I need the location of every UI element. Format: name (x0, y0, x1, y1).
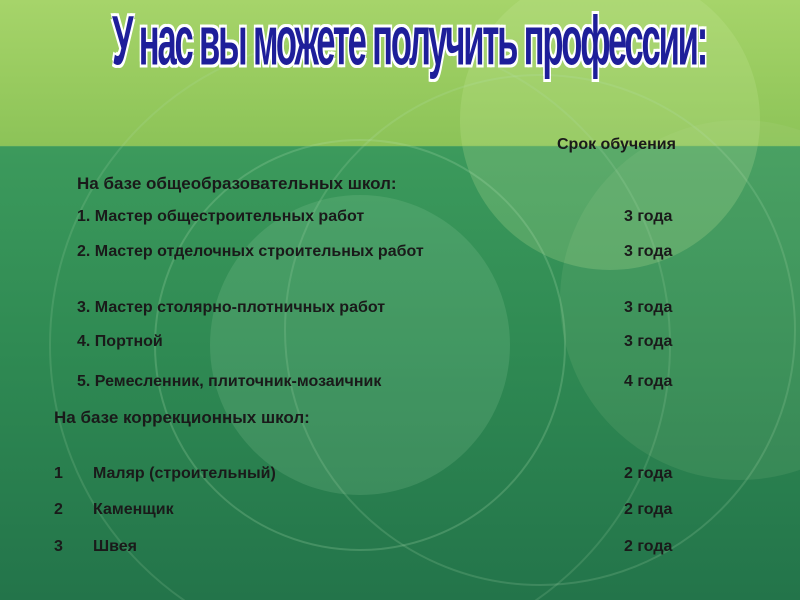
duration-column-header: Срок обучения (557, 136, 676, 153)
profession-item-label: Швея (93, 538, 137, 555)
profession-item-duration: 2 года (624, 538, 673, 555)
profession-item-duration: 3 года (624, 299, 673, 316)
slide-title: У нас вы можете получить профессии: (112, 3, 707, 81)
section-heading-correctional-schools: На базе коррекционных школ: (54, 408, 310, 427)
profession-item-label: 1. Мастер общестроительных работ (77, 208, 365, 225)
profession-item-duration: 2 года (624, 501, 673, 518)
profession-item-duration: 3 года (624, 208, 673, 225)
profession-item-label: Маляр (строительный) (93, 465, 276, 482)
profession-item-label: 4. Портной (77, 333, 163, 350)
profession-item-number: 1 (54, 465, 63, 482)
profession-item-duration: 3 года (624, 333, 673, 350)
profession-item-duration: 3 года (624, 243, 673, 260)
profession-item-label: 3. Мастер столярно-плотничных работ (77, 299, 386, 316)
profession-item-label: Каменщик (93, 501, 174, 518)
profession-item-duration: 2 года (624, 465, 673, 482)
profession-item-duration: 4 года (624, 373, 673, 390)
profession-item-number: 2 (54, 501, 63, 518)
profession-item-number: 3 (54, 538, 63, 555)
profession-item-label: 2. Мастер отделочных строительных работ (77, 243, 424, 260)
profession-item-label: 5. Ремесленник, плиточник-мозаичник (77, 373, 382, 390)
section-heading-general-schools: На базе общеобразовательных школ: (77, 174, 397, 193)
